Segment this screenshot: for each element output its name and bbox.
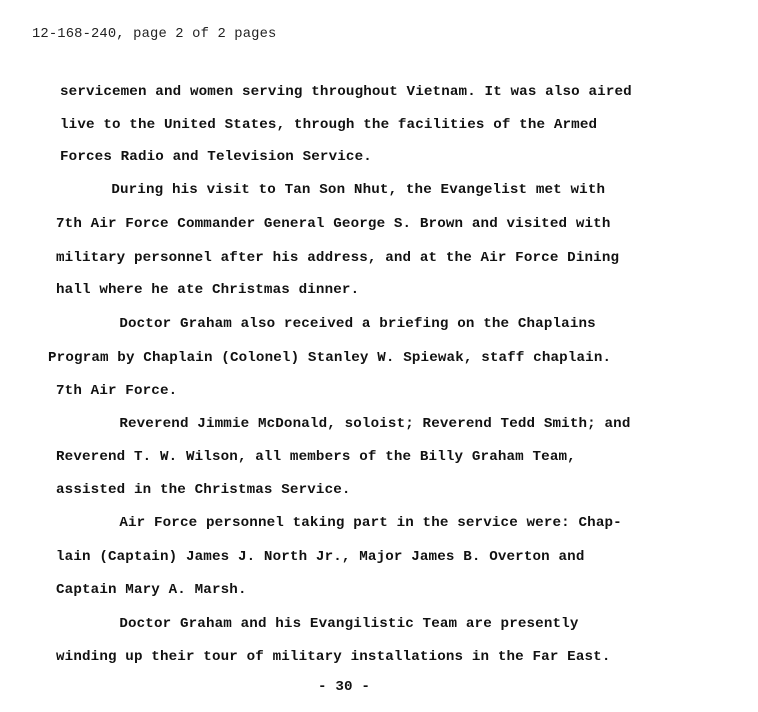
body-line: live to the United States, through the facilities of the Armed xyxy=(60,117,598,133)
body-line: Doctor Graham also received a briefing on the Chaplains xyxy=(76,316,596,332)
body-line: military personnel after his address, and at the Air Force Dining xyxy=(56,250,620,266)
body-line: lain (Captain) James J. North Jr., Major James B. Overton and xyxy=(56,549,585,565)
page-header: 12-168-240, page 2 of 2 pages xyxy=(32,27,277,42)
body-line: 7th Air Force. xyxy=(56,383,178,399)
body-line: Reverend T. W. Wilson, all members of the Billy Graham Team, xyxy=(56,449,576,465)
body-line: Reverend Jimmie McDonald, soloist; Reverend Tedd Smith; and xyxy=(76,416,631,432)
body-line: Captain Mary A. Marsh. xyxy=(56,582,247,598)
body-line: hall where he ate Christmas dinner. xyxy=(56,282,360,298)
body-line: servicemen and women serving throughout Vietnam. It was also aired xyxy=(60,84,632,100)
body-line: Program by Chaplain (Colonel) Stanley W. Spiewak, staff chaplain. xyxy=(48,350,612,366)
body-line: During his visit to Tan Son Nhut, the Evangelist met with xyxy=(68,182,606,198)
body-line: assisted in the Christmas Service. xyxy=(56,482,351,498)
body-line: 7th Air Force Commander General George S. Brown and visited with xyxy=(56,216,611,232)
body-line: Air Force personnel taking part in the service were: Chap- xyxy=(76,515,622,531)
body-line: Forces Radio and Television Service. xyxy=(60,149,372,165)
body-line: winding up their tour of military installations in the Far East. xyxy=(56,649,611,665)
body-line: Doctor Graham and his Evangilistic Team are presently xyxy=(76,616,579,632)
page-number: - 30 - xyxy=(318,679,370,695)
